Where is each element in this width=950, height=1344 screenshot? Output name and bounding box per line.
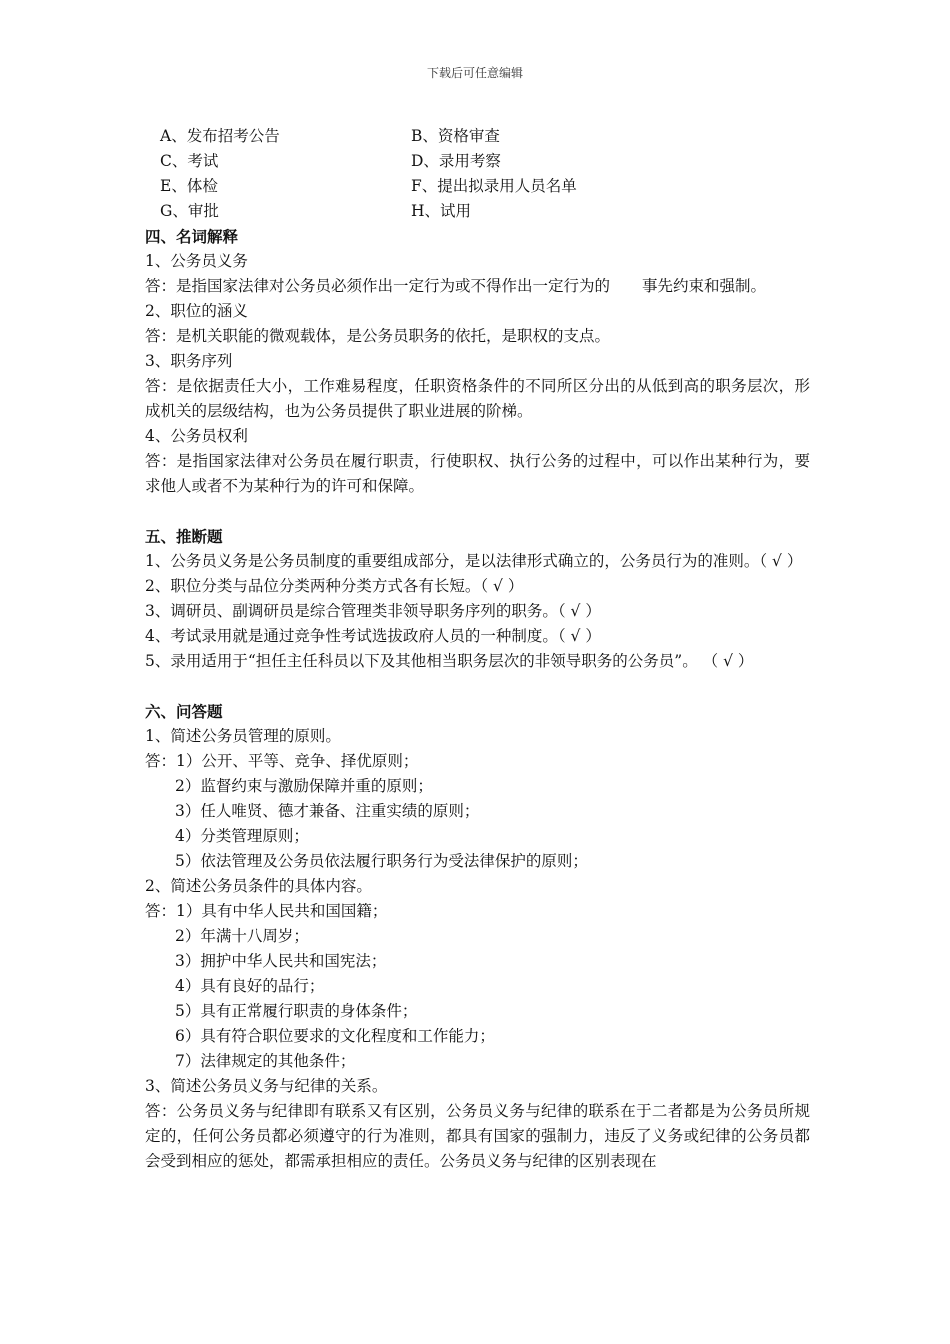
document-body (145, 124, 810, 1174)
term-answer-tail: 事先约束和强制。 (642, 277, 767, 295)
qa-question: 2、简述公务员条件的具体内容。 (145, 877, 372, 895)
qa-answer-point: 6）具有符合职位要求的文化程度和工作能力； (175, 1027, 495, 1045)
section-4-title: 四、名词解释 (145, 227, 239, 246)
option-a: A、发布招考公告 (160, 127, 280, 145)
judgement-item: 1、公务员义务是公务员制度的重要组成部分，是以法律形式确立的，公务员行为的准则。（ √ ） (145, 552, 803, 570)
option-b: B、资格审查 (411, 127, 500, 145)
qa-answer-first: 答：1）具有中华人民共和国国籍； (145, 902, 388, 920)
qa-answer-point: 2）年满十八周岁； (175, 927, 309, 945)
qa-question: 3、简述公务员义务与纪律的关系。 (145, 1077, 388, 1095)
option-d: D、录用考察 (411, 152, 501, 170)
judgement-item: 4、考试录用就是通过竞争性考试选拔政府人员的一种制度。（ √ ） (145, 627, 601, 645)
section-5-title: 五、推断题 (145, 527, 223, 546)
term-question: 1、公务员义务 (145, 252, 248, 270)
term-answer (145, 274, 810, 299)
qa-answer-point: 5）具有正常履行职责的身体条件； (175, 1002, 418, 1020)
qa-answer-point: 7）法律规定的其他条件； (175, 1052, 356, 1070)
qa-answer: 答：公务员义务与纪律即有联系又有区别，公务员义务与纪律的联系在于二者都是为公务员所规定的，任何公务员都必须遵守的行为准则，都具有国家的强制力，违反了义务或纪律的公务员都会受到相应的惩处，都需承担相应的责任。公务员义务与纪律的区别表现在 (145, 1102, 810, 1170)
term-answer: 答：是指国家法律对公务员在履行职责，行使职权、执行公务的过程中，可以作出某种行为，要求他人或者不为某种行为的许可和保障。 (145, 452, 810, 495)
qa-answer-point: 5）依法管理及公务员依法履行职务行为受法律保护的原则； (175, 852, 588, 870)
qa-answer-first: 答：1）公开、平等、竞争、择优原则； (145, 752, 419, 770)
page-header: 下载后可任意编辑 (426, 66, 523, 80)
judgement-item: 5、录用适用于“担任主任科员以下及其他相当职务层次的非领导职务的公务员”。 （ √ ） (145, 652, 754, 670)
term-answer: 答：是依据责任大小，工作难易程度，任职资格条件的不同所区分出的从低到高的职务层次，形成机关的层级结构，也为公务员提供了职业进展的阶梯。 (145, 377, 810, 420)
option-g: G、审批 (160, 202, 219, 220)
qa-answer-point: 3）拥护中华人民共和国宪法； (175, 952, 387, 970)
qa-answer-point: 4）具有良好的品行； (175, 977, 325, 995)
option-row (145, 199, 810, 224)
option-e: E、体检 (160, 177, 218, 195)
term-question: 4、公务员权利 (145, 427, 248, 445)
option-row (145, 124, 810, 149)
option-row (145, 149, 810, 174)
term-answer: 答：是机关职能的微观载体，是公务员职务的依托，是职权的支点。 (145, 327, 611, 345)
term-question: 2、职位的涵义 (145, 302, 248, 320)
option-h: H、试用 (411, 202, 472, 220)
judgement-item: 3、调研员、副调研员是综合管理类非领导职务序列的职务。（ √ ） (145, 602, 601, 620)
option-row (145, 174, 810, 199)
qa-answer-point: 4）分类管理原则； (175, 827, 309, 845)
term-question: 3、职务序列 (145, 352, 233, 370)
option-c: C、考试 (160, 152, 219, 170)
option-f: F、提出拟录用人员名单 (411, 177, 577, 195)
judgement-item: 2、职位分类与品位分类两种分类方式各有长短。（ √ ） (145, 577, 524, 595)
qa-answer-point: 2）监督约束与激励保障并重的原则； (175, 777, 433, 795)
section-6-title: 六、问答题 (145, 702, 223, 721)
qa-question: 1、简述公务员管理的原则。 (145, 727, 341, 745)
term-answer-text: 答：是指国家法律对公务员必须作出一定行为或不得作出一定行为的 (145, 277, 611, 295)
qa-answer-point: 3）任人唯贤、德才兼备、注重实绩的原则； (175, 802, 480, 820)
